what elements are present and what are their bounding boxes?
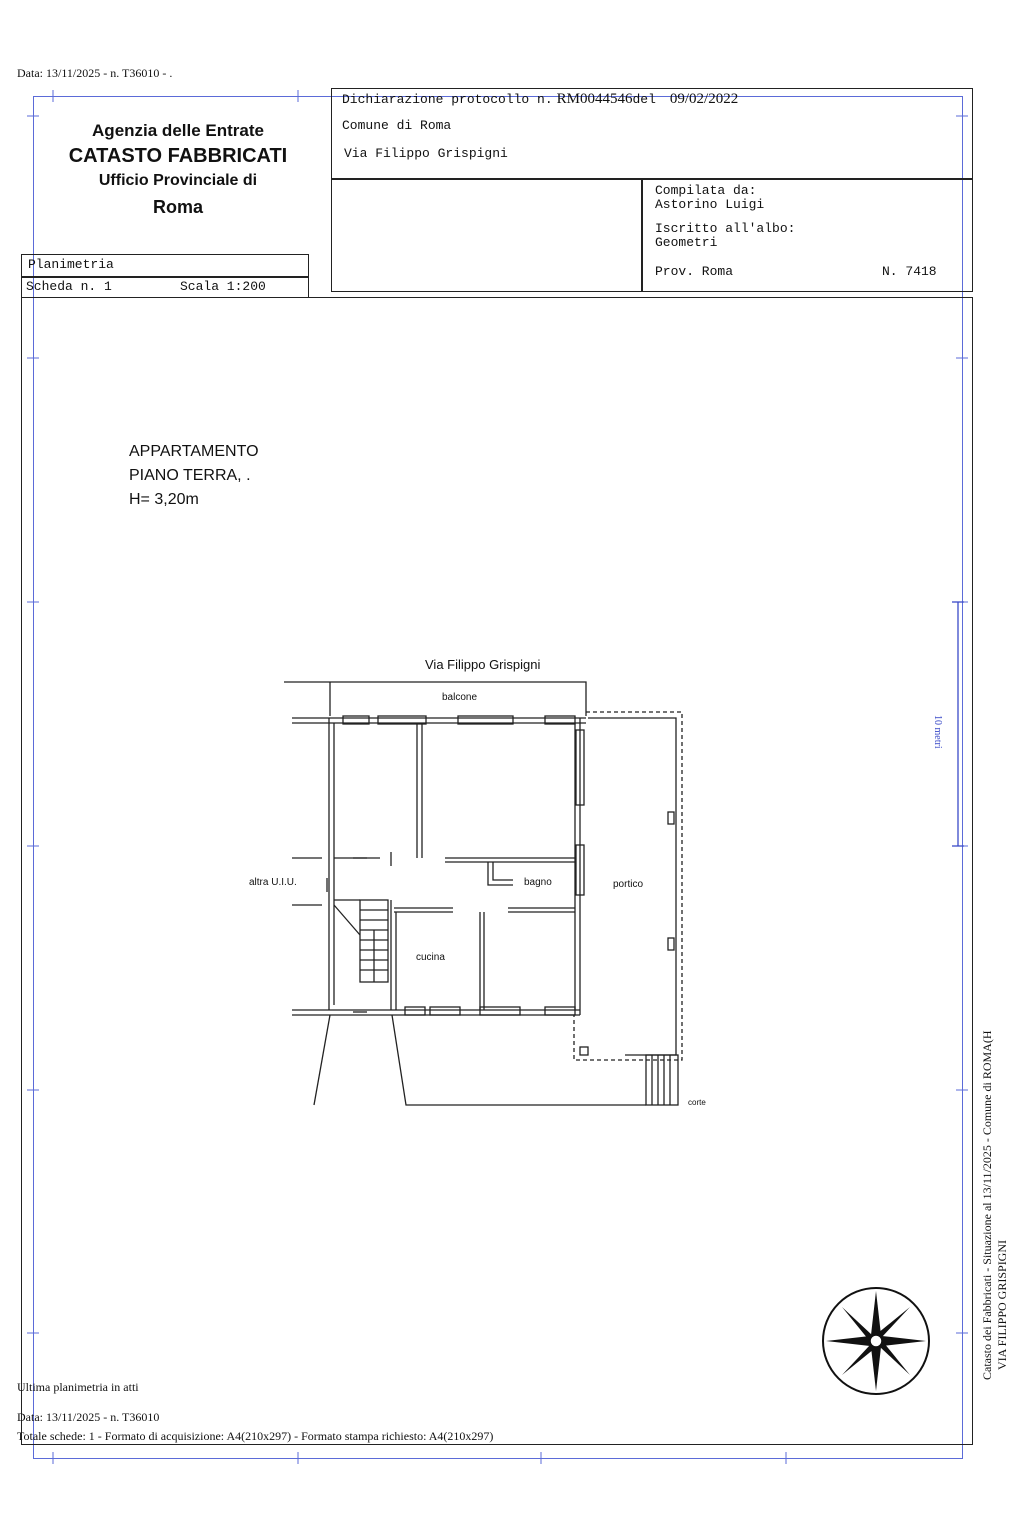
top-date-note: Data: 13/11/2025 - n. T36010 - . xyxy=(17,66,173,80)
unit-height: H= 3,20m xyxy=(129,491,199,508)
albo-label: Iscritto all'albo: xyxy=(655,221,796,236)
agency-name: Agenzia delle Entrate xyxy=(92,121,264,140)
unit-floor: PIANO TERRA, . xyxy=(129,467,251,484)
unit-type: APPARTAMENTO xyxy=(129,443,259,460)
footer-totale: Totale schede: 1 - Formato di acquisizione: A4(210x297) - Formato stampa richiesto: A4(210x297) xyxy=(17,1429,494,1443)
compiler-number: N. 7418 xyxy=(882,264,937,279)
side-text-cadastre: Catasto dei Fabbricati - Situazione al 13/11/2025 - Comune di ROMA(H xyxy=(980,1030,994,1380)
scale-bar-label: 10 metri xyxy=(932,715,943,749)
room-corte: corte xyxy=(688,1098,706,1107)
albo-value: Geometri xyxy=(655,235,718,250)
sheet-type: Planimetria xyxy=(28,257,114,272)
compiler-name: Astorino Luigi xyxy=(655,197,765,212)
compass-rose-icon xyxy=(820,1285,932,1397)
room-cucina: cucina xyxy=(416,952,445,963)
via-label: Via Filippo Grispigni xyxy=(344,146,508,161)
ufficio-city: Roma xyxy=(152,197,203,217)
protocol-number: RM0044546 xyxy=(556,91,633,107)
side-text-street: VIA FILIPPO GRISPIGNI xyxy=(995,1239,1009,1370)
room-portico: portico xyxy=(613,879,644,890)
room-bagno: bagno xyxy=(524,877,552,888)
sheet-scheda: Scheda n. 1 xyxy=(26,279,112,294)
ufficio-label: Ufficio Provinciale di xyxy=(98,172,258,189)
footer-data: Data: 13/11/2025 - n. T36010 xyxy=(17,1410,160,1424)
sheet-scala: Scala 1:200 xyxy=(180,279,266,294)
protocol-label: Dichiarazione protocollo n. xyxy=(342,92,553,107)
room-balcone: balcone xyxy=(442,692,478,703)
compiler-prov: Prov. Roma xyxy=(655,264,734,279)
street-label: Via Filippo Grispigni xyxy=(425,657,541,672)
protocol-date: 09/02/2022 xyxy=(669,91,739,107)
catasto-title: CATASTO FABBRICATI xyxy=(68,145,288,167)
room-altra-uiu: altra U.I.U. xyxy=(249,877,297,888)
compiler-label: Compilata da: xyxy=(655,183,757,198)
footer-ultima: Ultima planimetria in atti xyxy=(17,1380,139,1394)
comune-label: Comune di Roma xyxy=(342,118,452,133)
protocol-del: del xyxy=(632,92,656,107)
